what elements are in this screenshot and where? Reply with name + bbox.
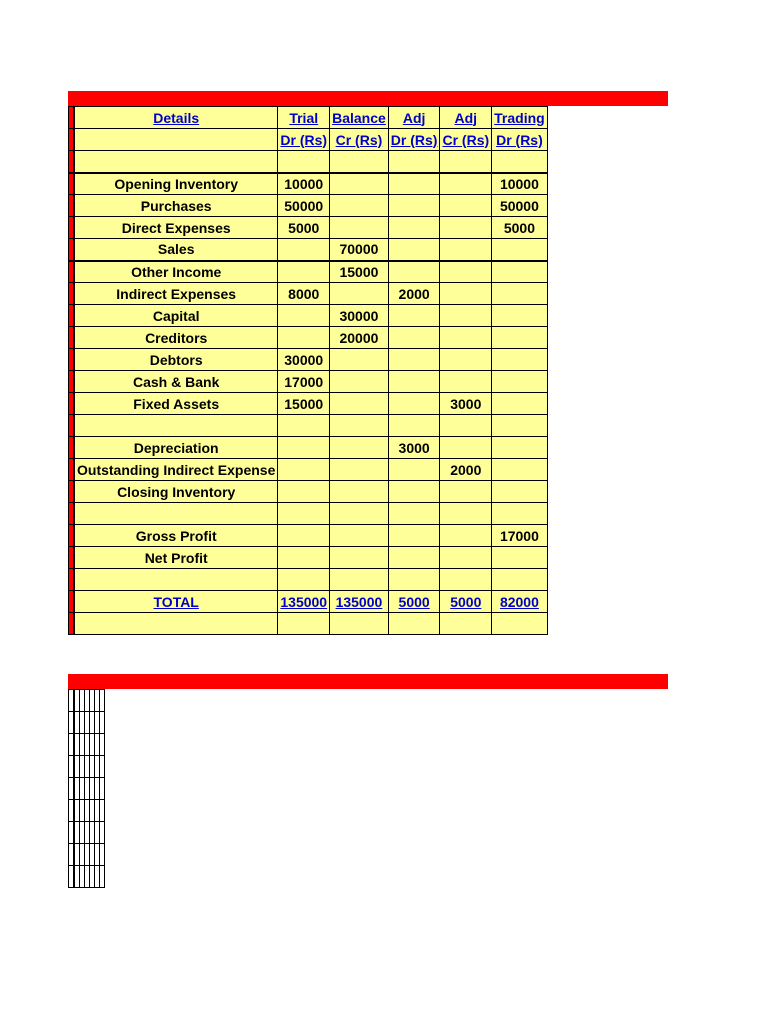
spacer-row [69,613,548,635]
top-red-bar [68,91,668,106]
worksheet-table [68,106,548,635]
trading-dr-cell [492,261,548,283]
trading-dr-cell: 10000 [492,173,548,195]
adj-cr-cell [440,613,492,635]
trial-balance-dr-cell: 50000 [278,195,330,217]
ledger-row [69,217,548,239]
adj-dr-cell [388,261,440,283]
spacer-row [69,569,548,591]
ledger-row [69,547,548,569]
adj-dr-cell: 5000 [388,591,440,613]
ledger-row [69,415,548,437]
trial-balance-dr-cell [278,503,330,525]
empty-row [69,844,105,866]
trial-balance-cr-cell [330,371,389,393]
empty-row [69,756,105,778]
ledger-row [69,525,548,547]
trial-balance-cr-cell: 30000 [330,305,389,327]
trial-balance-cr-cell: 15000 [330,261,389,283]
trial-balance-dr-cell [278,569,330,591]
details-cell: Indirect Expenses [74,283,278,305]
details-cell: Closing Inventory [74,481,278,503]
header-row-2 [69,129,548,151]
ledger-row [69,459,548,481]
trial-balance-cr-cell [330,569,389,591]
trial-balance-dr-cell: 5000 [278,217,330,239]
details-cell [74,129,278,151]
adj-dr-cell [388,481,440,503]
adj-cr-cell [440,151,492,173]
trading-dr-cell: Dr (Rs) [492,129,548,151]
ledger-row [69,305,548,327]
trial-balance-cr-cell [330,437,389,459]
trial-balance-cr-cell [330,415,389,437]
adj-cr-cell: 3000 [440,393,492,415]
details-cell: Opening Inventory [74,173,278,195]
trial-balance-dr-cell: 17000 [278,371,330,393]
details-cell: Direct Expenses [74,217,278,239]
empty-row [69,778,105,800]
trial-balance-cr-cell: 135000 [330,591,389,613]
trading-dr-cell [492,151,548,173]
trading-dr-cell [492,459,548,481]
trading-dr-cell [100,778,105,800]
trading-dr-cell [100,712,105,734]
empty-row [69,866,105,888]
adj-dr-cell [388,503,440,525]
trading-dr-cell: 50000 [492,195,548,217]
adj-dr-cell [388,525,440,547]
trading-dr-cell [492,569,548,591]
total-row [69,591,548,613]
ledger-row [69,239,548,261]
trial-balance-dr-cell [278,415,330,437]
trading-dr-cell: Trading [492,107,548,129]
trading-dr-cell [492,503,548,525]
trial-balance-cr-cell [330,481,389,503]
details-cell: Outstanding Indirect Expense [74,459,278,481]
trading-dr-cell [492,613,548,635]
details-cell: Creditors [74,327,278,349]
details-cell: Depreciation [74,437,278,459]
adj-dr-cell [388,459,440,481]
details-cell: Purchases [74,195,278,217]
adj-cr-cell [440,327,492,349]
adj-dr-cell: Dr (Rs) [388,129,440,151]
bottom-red-bar [68,674,668,689]
ledger-row [69,195,548,217]
adj-cr-cell [440,525,492,547]
adj-dr-cell [388,371,440,393]
trial-balance-dr-cell: Trial [278,107,330,129]
trial-balance-dr-cell: Dr (Rs) [278,129,330,151]
adj-cr-cell: 5000 [440,591,492,613]
trading-dr-cell [100,756,105,778]
adj-cr-cell [440,173,492,195]
ledger-row [69,283,548,305]
trading-dr-cell [492,239,548,261]
trial-balance-dr-cell [278,151,330,173]
trial-balance-dr-cell [278,613,330,635]
adj-cr-cell [440,239,492,261]
ledger-row [69,481,548,503]
adj-dr-cell [388,569,440,591]
adj-dr-cell: 3000 [388,437,440,459]
trading-dr-cell [100,690,105,712]
trading-dr-cell: 17000 [492,525,548,547]
trial-balance-cr-cell [330,613,389,635]
details-cell [74,415,278,437]
trial-balance-dr-cell [278,547,330,569]
trial-balance-dr-cell: 30000 [278,349,330,371]
trading-dr-cell [100,844,105,866]
ledger-row [69,173,548,195]
ledger-row [69,349,548,371]
adj-cr-cell [440,481,492,503]
adj-dr-cell [388,305,440,327]
trading-dr-cell [492,481,548,503]
trial-balance-cr-cell: Cr (Rs) [330,129,389,151]
trial-balance-cr-cell [330,459,389,481]
adj-cr-cell: Adj [440,107,492,129]
trading-dr-cell [492,327,548,349]
trial-balance-cr-cell [330,547,389,569]
trading-dr-cell [492,349,548,371]
ledger-row [69,393,548,415]
trial-balance-dr-cell: 10000 [278,173,330,195]
details-cell: Debtors [74,349,278,371]
details-cell: Capital [74,305,278,327]
trial-balance-cr-cell [330,525,389,547]
adj-cr-cell [440,437,492,459]
trial-balance-dr-cell [278,261,330,283]
trading-dr-cell: 5000 [492,217,548,239]
trading-dr-cell [492,371,548,393]
empty-row [69,690,105,712]
trading-dr-cell [492,283,548,305]
ledger-row [69,371,548,393]
trading-dr-cell [492,415,548,437]
adj-dr-cell [388,195,440,217]
ledger-row [69,261,548,283]
details-cell: Sales [74,239,278,261]
trial-balance-dr-cell [278,239,330,261]
trading-dr-cell [100,866,105,888]
trading-dr-cell [492,305,548,327]
trial-balance-cr-cell [330,173,389,195]
trial-balance-dr-cell [278,305,330,327]
trial-balance-cr-cell [330,349,389,371]
ledger-row [69,327,548,349]
trial-balance-dr-cell [278,327,330,349]
trial-balance-cr-cell: 70000 [330,239,389,261]
empty-row [69,822,105,844]
details-cell [74,569,278,591]
adj-cr-cell [440,305,492,327]
trial-balance-dr-cell [278,481,330,503]
trial-balance-dr-cell [278,459,330,481]
trial-balance-dr-cell: 8000 [278,283,330,305]
adj-dr-cell [388,173,440,195]
trial-balance-dr-cell: 15000 [278,393,330,415]
trading-dr-cell [492,393,548,415]
trading-dr-cell [100,800,105,822]
details-cell: Cash & Bank [74,371,278,393]
adj-cr-cell [440,415,492,437]
details-cell [74,151,278,173]
adj-cr-cell [440,349,492,371]
adj-dr-cell [388,613,440,635]
adj-cr-cell: 2000 [440,459,492,481]
trading-dr-cell [100,822,105,844]
adj-cr-cell [440,283,492,305]
trial-balance-cr-cell: 20000 [330,327,389,349]
spacer-row [69,151,548,173]
trading-dr-cell [492,547,548,569]
details-cell [74,613,278,635]
details-cell: Details [74,107,278,129]
header-row-1 [69,107,548,129]
adj-dr-cell [388,547,440,569]
adj-cr-cell [440,217,492,239]
adj-cr-cell [440,569,492,591]
details-cell [74,503,278,525]
adj-dr-cell [388,349,440,371]
details-cell: Other Income [74,261,278,283]
details-cell: Gross Profit [74,525,278,547]
adj-dr-cell [388,415,440,437]
adj-dr-cell [388,217,440,239]
trial-balance-cr-cell [330,393,389,415]
adj-dr-cell [388,239,440,261]
ledger-row [69,503,548,525]
trial-balance-cr-cell: Balance [330,107,389,129]
ledger-row [69,437,548,459]
adj-dr-cell [388,151,440,173]
empty-row [69,712,105,734]
adj-dr-cell: Adj [388,107,440,129]
empty-row [69,800,105,822]
trading-dr-cell [492,437,548,459]
trial-balance-dr-cell [278,525,330,547]
details-cell: Net Profit [74,547,278,569]
empty-rows-table [68,689,105,888]
trial-balance-cr-cell [330,217,389,239]
trial-balance-cr-cell [330,151,389,173]
trial-balance-cr-cell [330,503,389,525]
empty-row [69,734,105,756]
trading-dr-cell [100,734,105,756]
adj-cr-cell [440,371,492,393]
trial-balance-cr-cell [330,195,389,217]
adj-cr-cell [440,261,492,283]
trial-balance-dr-cell [278,437,330,459]
adj-cr-cell: Cr (Rs) [440,129,492,151]
adj-cr-cell [440,503,492,525]
adj-dr-cell [388,393,440,415]
adj-dr-cell: 2000 [388,283,440,305]
adj-cr-cell [440,547,492,569]
details-cell: Fixed Assets [74,393,278,415]
adj-cr-cell [440,195,492,217]
trial-balance-cr-cell [330,283,389,305]
details-cell: TOTAL [74,591,278,613]
trial-balance-dr-cell: 135000 [278,591,330,613]
adj-dr-cell [388,327,440,349]
trading-dr-cell: 82000 [492,591,548,613]
